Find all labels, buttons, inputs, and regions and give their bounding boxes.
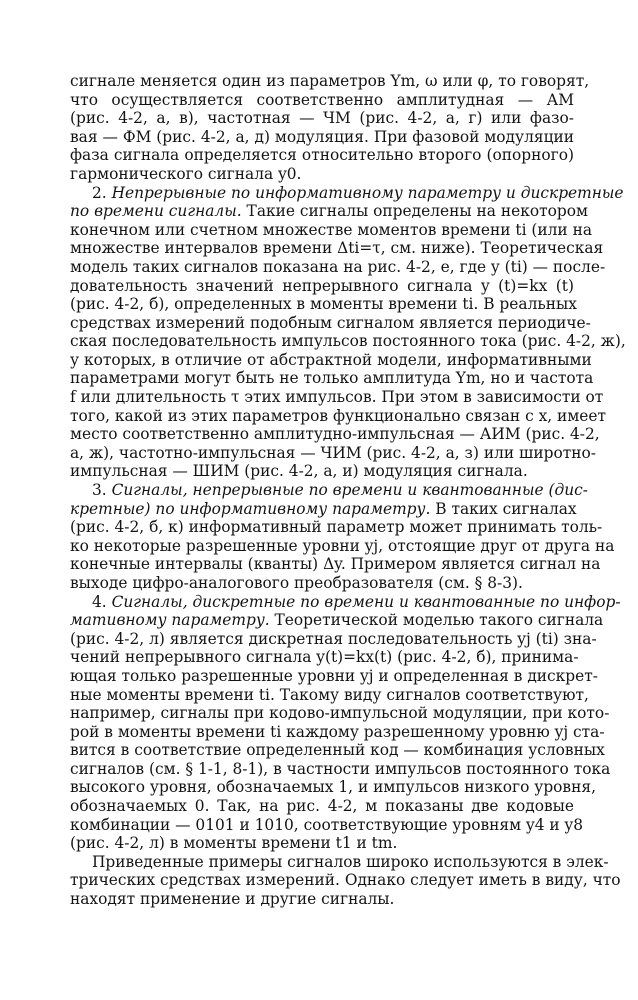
text-line: рой в моменты времени ti каждому разрешенному уровню yj ста-	[70, 722, 605, 741]
text-line: Приведенные примеры сигналов широко используются в элек-	[92, 852, 609, 871]
text-line: высокого уровня, обозначаемых 1, и импульсов низкого уровня,	[70, 778, 596, 797]
text-line: того, какой из этих параметров функционально связан с x, имеет	[70, 406, 607, 425]
text-line: импульсная — ШИМ (рис. 4-2, а, и) модуляция сигнала.	[70, 462, 528, 481]
text-line: (рис. 4-2, л) в моменты времени t1 и tm.	[70, 834, 398, 853]
text-line: довательность значений непрерывного сигнала y (t)=kx (t)	[70, 276, 574, 295]
text-line: мативному параметру. Теоретической моделью такого сигнала	[70, 611, 604, 630]
text-line: по времени сигналы. Такие сигналы определены на некотором	[70, 202, 588, 221]
text-line: трических средствах измерений. Однако следует иметь в виду, что	[70, 871, 621, 890]
text-line: чений непрерывного сигнала y(t)=kx(t) (рис. 4-2, б), принима-	[70, 648, 579, 667]
text-line: (рис. 4-2, л) является дискретная последовательность yj (ti) зна-	[70, 629, 597, 648]
text-line: сигнале меняется один из параметров Ym, ω или φ, то говорят,	[70, 72, 590, 90]
text-line: (рис. 4-2, б, к) информативный параметр может принимать толь-	[70, 518, 603, 537]
text-line: обозначаемых 0. Так, на рис. 4-2, м показаны две кодовые	[70, 797, 574, 816]
text-line: выходе цифро-аналогового преобразователя (см. § 8-3).	[70, 573, 523, 592]
text-line: множестве интервалов времени Δti=τ, см. ниже). Теоретическая	[70, 239, 604, 258]
text-line: 3. Сигналы, непрерывные по времени и квантованные (дис-	[92, 481, 588, 499]
text-line: у которых, в отличие от абстрактной модели, информативными	[70, 350, 592, 369]
text-line: вая — ФМ (рис. 4-2, а, д) модуляция. При фазовой модуляции	[70, 127, 574, 146]
text-line: гармонического сигнала y0.	[70, 164, 302, 183]
text-line: место соответственно амплитудно-импульсная — АИМ (рис. 4-2,	[70, 425, 600, 444]
text-line: фаза сигнала определяется относительно второго (опорного)	[70, 146, 574, 165]
text-line: 2. Непрерывные по информативному параметру и дискретные	[92, 183, 624, 202]
text-line: ющая только разрешенные уровни yj и определенная в дискрет-	[70, 666, 598, 685]
text-line: а, ж), частотно-импульсная — ЧИМ (рис. 4-2, а, з) или широтно-	[70, 443, 596, 462]
text-line: кретные) по информативному параметру. В таких сигналах	[70, 499, 577, 518]
text-line: что осуществляется соответственно амплитудная — АМ	[70, 90, 574, 109]
text-line: параметрами могут быть не только амплитуда Ym, но и частота	[70, 369, 594, 388]
text-line: модель таких сигналов показана на рис. 4-2, е, где y (ti) — после-	[70, 257, 606, 276]
text-line: ные моменты времени ti. Такому виду сигналов соответствуют,	[70, 685, 589, 704]
text-line: 4. Сигналы, дискретные по времени и квантованные по инфор-	[92, 592, 621, 611]
text-line: например, сигналы при кодово-импульсной модуляции, при кото-	[70, 704, 610, 723]
text-line: ская последовательность импульсов постоянного тока (рис. 4-2, ж),	[70, 332, 626, 351]
text-line: (рис. 4-2, б), определенных в моменты времени ti. В реальных	[70, 295, 577, 314]
text-line: сигналов (см. § 1-1, 8-1), в частности импульсов постоянного тока	[70, 759, 611, 778]
text-line: комбинации — 0101 и 1010, соответствующие уровням y4 и y8	[70, 815, 584, 834]
text-line: f или длительность τ этих импульсов. При этом в зависимости от	[70, 388, 604, 407]
text-line: вится в соответствие определенный код — комбинация условных	[70, 741, 605, 760]
text-line: находят применение и другие сигналы.	[70, 890, 395, 908]
text-line: конечном или счетном множестве моментов времени ti (или на	[70, 220, 593, 239]
text-line: (рис. 4-2, а, в), частотная — ЧМ (рис. 4-2, а, г) или фазо-	[70, 109, 574, 128]
text-line: конечные интервалы (кванты) Δy. Примером является сигнал на	[70, 555, 601, 574]
text-line: ко некоторые разрешенные уровни yj, отстоящие друг от друга на	[70, 536, 615, 555]
text-line: средствах измерений подобным сигналом является периодиче-	[70, 313, 591, 332]
